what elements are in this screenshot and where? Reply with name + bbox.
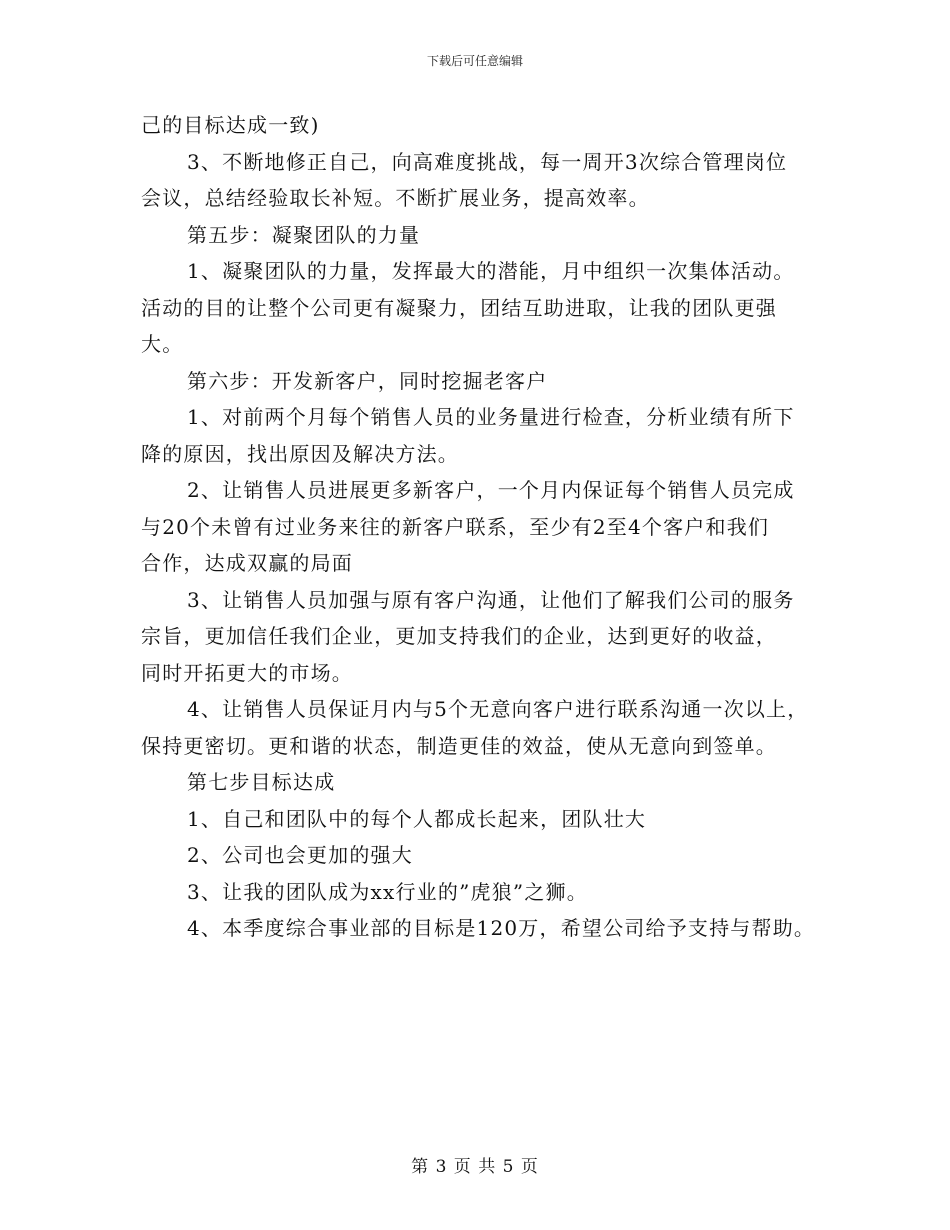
text-line: 会议，总结经验取长补短。不断扩展业务，提高效率。 bbox=[141, 186, 650, 210]
text-line: 活动的目的让整个公司更有凝聚力，团结互助进取，让我的团队更强 bbox=[141, 295, 777, 320]
text-line: 保持更密切。更和谐的状态，制造更佳的效益，使从无意向到签单。 bbox=[141, 733, 777, 758]
text-line: 第六步：开发新客户，同时挖掘老客户 bbox=[187, 368, 548, 393]
text-line: 己的目标达成一致) bbox=[141, 113, 320, 137]
text-line: 3、不断地修正自己，向高难度挑战，每一周开3次综合管理岗位 bbox=[187, 149, 788, 174]
text-line: 2、公司也会更加的强大 bbox=[187, 843, 413, 867]
text-line: 第五步：凝聚团队的力量 bbox=[187, 222, 421, 247]
text-line: 4、让销售人员保证月内与5个无意向客户进行联系沟通一次以上， bbox=[187, 697, 809, 721]
text-line: 2、让销售人员进展更多新客户，一个月内保证每个销售人员完成 bbox=[187, 478, 795, 502]
text-line: 宗旨，更加信任我们企业，更加支持我们的企业，达到更好的收益， bbox=[141, 624, 777, 648]
text-line: 合作，达成双赢的局面 bbox=[141, 551, 353, 575]
text-line: 1、对前两个月每个销售人员的业务量进行检查，分析业绩有所下 bbox=[187, 405, 795, 429]
text-line: 1、凝聚团队的力量，发挥最大的潜能，月中组织一次集体活动。 bbox=[187, 259, 795, 283]
text-line: 第七步目标达成 bbox=[187, 770, 336, 794]
text-line: 降的原因，找出原因及解决方法。 bbox=[141, 441, 459, 466]
text-line: 同时开拓更大的市场。 bbox=[141, 660, 353, 685]
text-line: 1、自己和团队中的每个人都成长起来，团队壮大 bbox=[187, 806, 647, 831]
text-line: 大。 bbox=[141, 332, 184, 356]
text-line: 3、让销售人员加强与原有客户沟通，让他们了解我们公司的服务 bbox=[187, 587, 795, 612]
text-line: 3、让我的团队成为xx行业的”虎狼”之狮。 bbox=[187, 879, 588, 904]
text-line: 4、本季度综合事业部的目标是120万，希望公司给予支持与帮助。 bbox=[187, 916, 816, 940]
text-line: 与20个未曾有过业务来往的新客户联系，至少有2至4个客户和我们 bbox=[141, 514, 770, 539]
page-number-footer: 第 3 页 共 5 页 bbox=[411, 1157, 539, 1177]
document-body bbox=[141, 107, 821, 947]
page-header: 下载后可任意编辑 bbox=[426, 54, 523, 68]
